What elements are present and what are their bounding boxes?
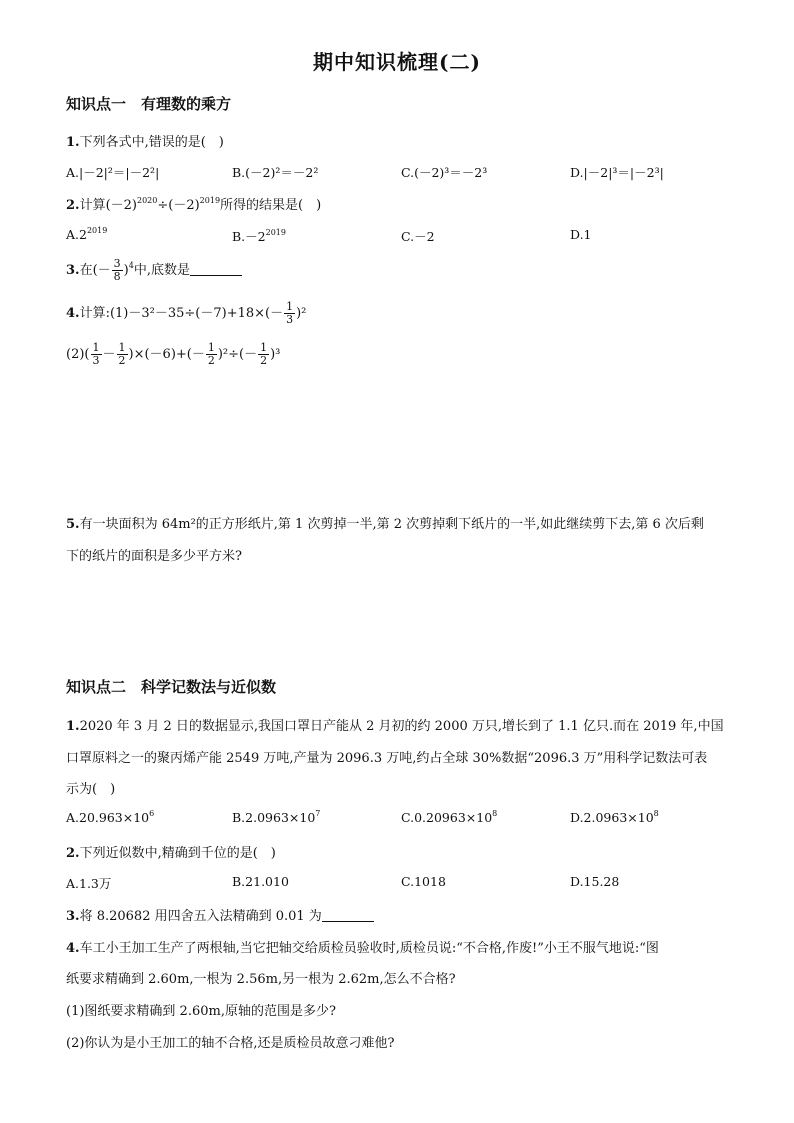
s2-q2-option-d: D.15.28	[570, 874, 620, 889]
answer-blank[interactable]	[322, 909, 374, 922]
q4-part2-a: (2)(	[66, 347, 90, 362]
denominator: 2	[118, 354, 126, 367]
s1-question-1	[66, 131, 224, 150]
option-exp: 8	[653, 809, 659, 818]
s1-q2-option-c: C.－2	[401, 229, 435, 244]
s2-q1-option-c	[401, 810, 497, 825]
q4-part2-minus: －	[102, 347, 116, 362]
fraction	[206, 342, 217, 367]
fraction	[284, 301, 295, 326]
s2-q1-line-3: 示为( )	[66, 782, 116, 797]
numerator: 1	[260, 341, 268, 354]
s2-q4-line-2: 纸要求精确到 2.60m,一根为 2.56m,另一根为 2.62m,怎么不合格?	[66, 972, 456, 987]
option-exp: 2019	[86, 226, 108, 235]
denominator: 3	[92, 354, 100, 367]
option-base: B.－2	[232, 229, 266, 244]
option-base: A.2	[66, 227, 87, 242]
s1-question-3	[66, 258, 242, 283]
section-heading-2: 知识点二 科学记数法与近似数	[66, 678, 277, 696]
s2-question-3	[66, 905, 374, 924]
question-number: 1.	[66, 719, 80, 734]
s1-q1-option-b: B.(－2)²＝－2²	[232, 165, 319, 180]
option-base: C.0.20963×10	[401, 810, 493, 825]
q2-exp-a: 2020	[137, 196, 158, 205]
q4-part1-pre: 计算:(1)－3²－35÷(－7)+18×(－	[79, 306, 284, 321]
q4-part1-post: )²	[296, 306, 307, 321]
option-base: A.20.963×10	[66, 810, 150, 825]
question-number: 4.	[66, 306, 80, 321]
s2-question-4	[66, 937, 659, 956]
s2-q2-option-b: B.21.010	[232, 874, 289, 889]
s2-q1-line-1: 2020 年 3 月 2 日的数据显示,我国口罩日产能从 2 月初的约 2000 万只,增长到了 1.1 亿只.而在 2019 年,中国	[79, 719, 724, 734]
q3-pre: 在(－	[79, 263, 111, 278]
s2-q2-option-a: A.1.3万	[66, 876, 112, 891]
option-exp: 8	[492, 809, 498, 818]
option-base: D.2.0963×10	[570, 810, 654, 825]
q2-stem-c: 所得的结果是( )	[220, 198, 322, 213]
question-stem: 下列近似数中,精确到千位的是( )	[79, 846, 276, 861]
fraction	[258, 342, 269, 367]
s1-q2-option-a	[66, 227, 107, 242]
s1-q2-option-b	[232, 227, 286, 245]
q3-exp: 4	[128, 261, 134, 270]
option-exp: 7	[315, 809, 321, 818]
numerator: 1	[286, 300, 294, 313]
q2-stem-b: ÷(－2)	[157, 198, 200, 213]
page-title: 期中知识梳理(二)	[313, 50, 481, 74]
denominator: 2	[260, 354, 268, 367]
option-exp: 6	[149, 809, 155, 818]
numerator: 1	[92, 341, 100, 354]
option-exp: 2019	[265, 228, 286, 237]
s2-question-1	[66, 715, 724, 734]
numerator: 1	[118, 341, 126, 354]
s1-q2-option-d: D.1	[570, 227, 592, 242]
question-stem: 将 8.20682 用四舍五入法精确到 0.01 为	[79, 909, 322, 924]
q2-stem-a: 计算(－2)	[79, 198, 137, 213]
s1-q4-part-2	[66, 342, 280, 367]
denominator: 3	[286, 313, 294, 326]
question-stem: 下列各式中,错误的是( )	[79, 135, 224, 150]
s1-q1-option-d: D.|－2|³＝|－2³|	[570, 165, 664, 180]
fraction	[91, 342, 102, 367]
s2-q1-option-b	[232, 810, 320, 825]
q4-part2-c: )²÷(－	[217, 347, 258, 362]
s1-question-4	[66, 301, 306, 326]
q3-tail: 中,底数是	[133, 263, 190, 278]
question-number: 2.	[66, 198, 80, 213]
fraction	[117, 342, 128, 367]
denominator: 8	[113, 270, 121, 283]
s1-q1-option-c: C.(－2)³＝－2³	[401, 165, 488, 180]
q5-line-1: 有一块面积为 64m²的正方形纸片,第 1 次剪掉一半,第 2 次剪掉剩下纸片的一半,如此继续剪下去,第 6 次后剩	[79, 517, 704, 532]
s1-q5-line-2: 下的纸片的面积是多少平方米?	[66, 549, 242, 564]
s2-question-2	[66, 842, 276, 861]
option-base: B.2.0963×10	[232, 810, 316, 825]
question-number: 3.	[66, 909, 80, 924]
s2-q1-line-2: 口罩原料之一的聚丙烯产能 2549 万吨,产量为 2096.3 万吨,约占全球 30%数据“2096.3 万”用科学记数法可表	[66, 751, 708, 766]
q4-part2-d: )³	[270, 347, 281, 362]
question-number: 1.	[66, 135, 80, 150]
question-number: 3.	[66, 263, 80, 278]
fraction	[112, 258, 123, 283]
numerator: 3	[113, 257, 121, 270]
section-heading-1: 知识点一 有理数的乘方	[66, 95, 232, 113]
s1-question-2	[66, 194, 321, 213]
s1-question-5	[66, 513, 704, 532]
q2-exp-b: 2019	[199, 196, 221, 205]
numerator: 1	[207, 341, 215, 354]
s2-q2-option-c: C.1018	[401, 874, 446, 889]
denominator: 2	[207, 354, 215, 367]
s2-q4-sub-2: (2)你认为是小王加工的轴不合格,还是质检员故意刁难他?	[66, 1036, 395, 1051]
question-number: 5.	[66, 517, 80, 532]
question-number: 4.	[66, 941, 80, 956]
q4-part2-b: )×(－6)+(－	[128, 347, 205, 362]
s1-q1-option-a: A.|－2|²＝|－2²|	[66, 165, 160, 180]
q3-post: )	[123, 263, 129, 278]
answer-blank[interactable]	[190, 263, 242, 276]
s2-q1-option-d	[570, 810, 659, 825]
question-number: 2.	[66, 846, 80, 861]
s2-q4-line-1: 车工小王加工生产了两根轴,当它把轴交给质检员验收时,质检员说:“不合格,作废!”小王不服气地说:“图	[79, 941, 659, 956]
s2-q1-option-a	[66, 810, 154, 825]
s2-q4-sub-1: (1)图纸要求精确到 2.60m,原轴的范围是多少?	[66, 1004, 336, 1019]
